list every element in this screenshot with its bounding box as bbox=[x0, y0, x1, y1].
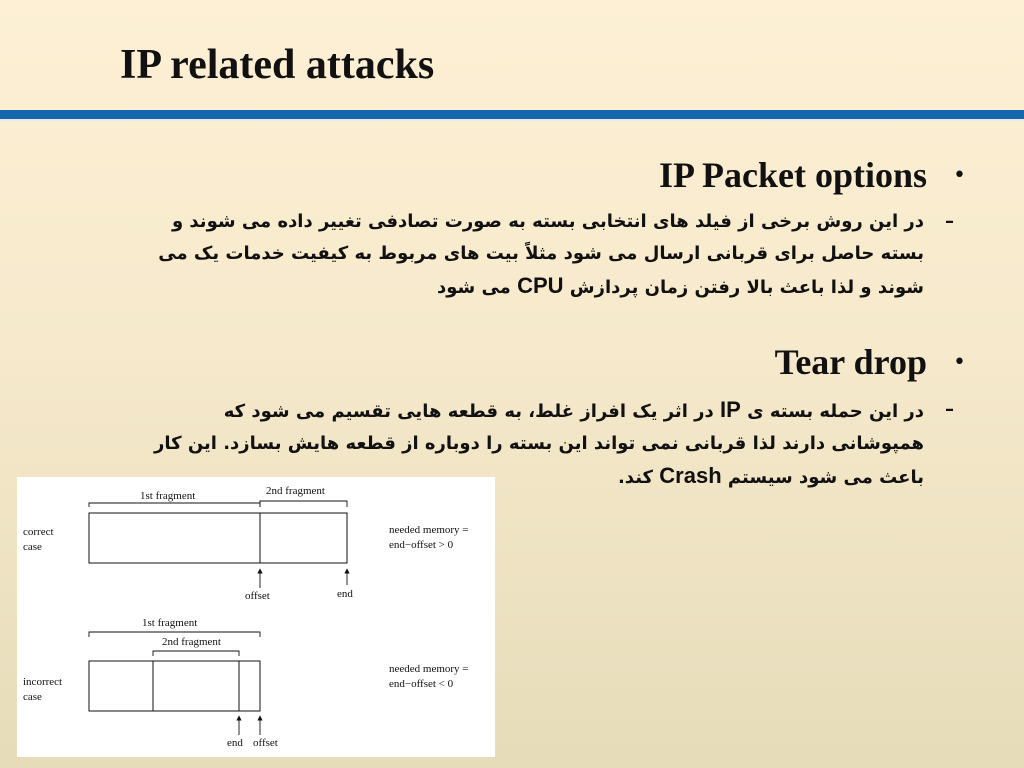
incorrect-memory-label: needed memory = bbox=[389, 663, 469, 675]
text-line: بسته حاصل برای قربانی ارسال می شود مثلاً بیت های مربوط به کیفیت خدمات یک می bbox=[158, 243, 924, 264]
latin-term: IP bbox=[720, 397, 741, 422]
slide-title: IP related attacks bbox=[120, 42, 435, 88]
correct-case-label: correct bbox=[23, 526, 54, 538]
teardrop-fragment-diagram bbox=[17, 477, 495, 757]
text-line bbox=[154, 394, 924, 428]
correct-frag1-bracket bbox=[89, 503, 260, 507]
bullet-heading: Tear drop bbox=[774, 342, 928, 382]
dash-icon: – bbox=[945, 399, 954, 420]
latin-term: CPU bbox=[517, 273, 564, 298]
text-segment: شوند و لذا باعث بالا رفتن زمان پردازش bbox=[563, 277, 924, 298]
incorrect-frag1-label: 1st fragment bbox=[142, 617, 198, 629]
bullet-heading: IP Packet options bbox=[659, 155, 928, 195]
correct-frag2-label: 2nd fragment bbox=[266, 485, 325, 497]
correct-memory-label: needed memory = bbox=[389, 524, 469, 536]
correct-frag1-label: 1st fragment bbox=[140, 490, 196, 502]
text-line: در این روش برخی از فیلد های انتخابی بسته به صورت تصادفی تغییر داده می شوند و bbox=[171, 211, 924, 232]
dash-icon: – bbox=[945, 211, 954, 232]
correct-case-label-line2: case bbox=[23, 541, 42, 553]
incorrect-packet-box bbox=[89, 661, 260, 711]
bullet-tear-drop bbox=[775, 341, 966, 383]
latin-term: Crash bbox=[659, 463, 722, 488]
correct-memory-formula: end−offset > 0 bbox=[389, 539, 454, 551]
incorrect-case-label-line2: case bbox=[23, 691, 42, 703]
text-line: همپوشانی دارند لذا قربانی نمی تواند این بسته را دوباره از قطعه هایش بسازد. این کار bbox=[153, 433, 924, 454]
bullet-ip-packet-options bbox=[659, 154, 966, 196]
incorrect-frag2-bracket bbox=[153, 651, 239, 656]
text-line bbox=[158, 270, 924, 304]
text-segment: در اثر یک افراز غلط، به قطعه هایی تقسیم می شود که bbox=[223, 401, 720, 422]
bullet-dot-icon: • bbox=[953, 349, 966, 375]
text-segment: کند. bbox=[617, 467, 660, 488]
incorrect-case-label: incorrect bbox=[23, 676, 63, 688]
incorrect-frag2-label: 2nd fragment bbox=[162, 636, 221, 648]
text-segment: در این حمله بسته ی bbox=[740, 401, 924, 422]
bullet-ip-packet-options-text bbox=[158, 206, 954, 304]
fragment-diagram-svg bbox=[17, 477, 495, 757]
bullet-dot-icon: • bbox=[953, 162, 966, 188]
correct-frag2-bracket bbox=[260, 501, 347, 507]
title-divider bbox=[0, 110, 1024, 121]
text-segment: باعث می شود سیستم bbox=[721, 467, 924, 488]
incorrect-end-label: end bbox=[227, 737, 243, 749]
text-segment: می شود bbox=[436, 277, 518, 298]
correct-end-label: end bbox=[337, 588, 353, 600]
incorrect-memory-formula: end−offset < 0 bbox=[389, 678, 454, 690]
incorrect-offset-label: offset bbox=[253, 737, 278, 749]
correct-packet-box bbox=[89, 513, 347, 563]
correct-offset-label: offset bbox=[245, 590, 270, 602]
